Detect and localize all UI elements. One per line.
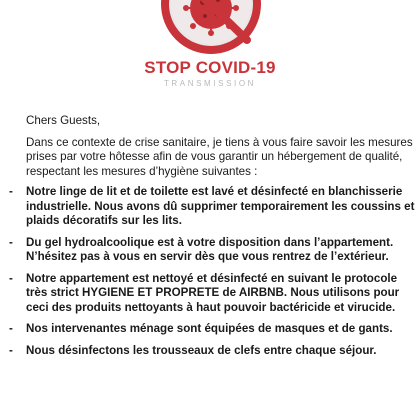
list-item: [0, 322, 416, 337]
greeting: Chers Guests,: [26, 114, 101, 127]
bullet-dash: -: [9, 343, 13, 357]
virus-stop-icon: [155, 0, 267, 56]
brand-subtitle: TRANSMISSION: [163, 79, 257, 88]
hygiene-measures-list: [0, 185, 420, 358]
list-item-text: Nous désinfectons les trousseaux de clefs entre chaque séjour.: [26, 343, 377, 357]
intro-paragraph: Dans ce contexte de crise sanitaire, je tiens à vous faire savoir les mesures prises par votre hôtesse afin de vous garantir un hébergement de qualité, respectant les mesures d’hygiène suivantes :: [26, 135, 413, 178]
list-item: [0, 272, 416, 316]
bullet-dash: -: [9, 322, 13, 335]
list-item-text: Nos intervenantes ménage sont équipées de masques et de gants.: [26, 322, 393, 335]
bullet-dash: -: [9, 271, 13, 285]
list-item: [0, 236, 416, 265]
bullet-dash: -: [9, 235, 13, 249]
list-item-text: Notre appartement est nettoyé et désinfecté en suivant le protocole très strict HYGIENE ET PROPRETE de AIRBNB. Nous utilisons pour ceci des produits nettoyants à haut pouvoir bactéricide et virucide.: [26, 271, 400, 314]
logo: [155, 0, 267, 56]
bullet-dash: -: [9, 185, 13, 198]
brand-title: STOP COVID-19: [144, 58, 276, 77]
list-item: [0, 185, 416, 229]
letter-body: [0, 114, 420, 365]
list-item: [0, 344, 416, 359]
list-item-text: Notre linge de lit et de toilette est lavé et désinfecté en blanchisserie industrielle. Nous avons dû supprimer temporairement les coussins et plaids décoratifs sur les lits.: [26, 185, 415, 227]
list-item-text: Du gel hydroalcoolique est à votre disposition dans l’appartement. N’hésitez pas à vous en servir dès que vous rentrez de l’extérieur.: [26, 235, 394, 263]
